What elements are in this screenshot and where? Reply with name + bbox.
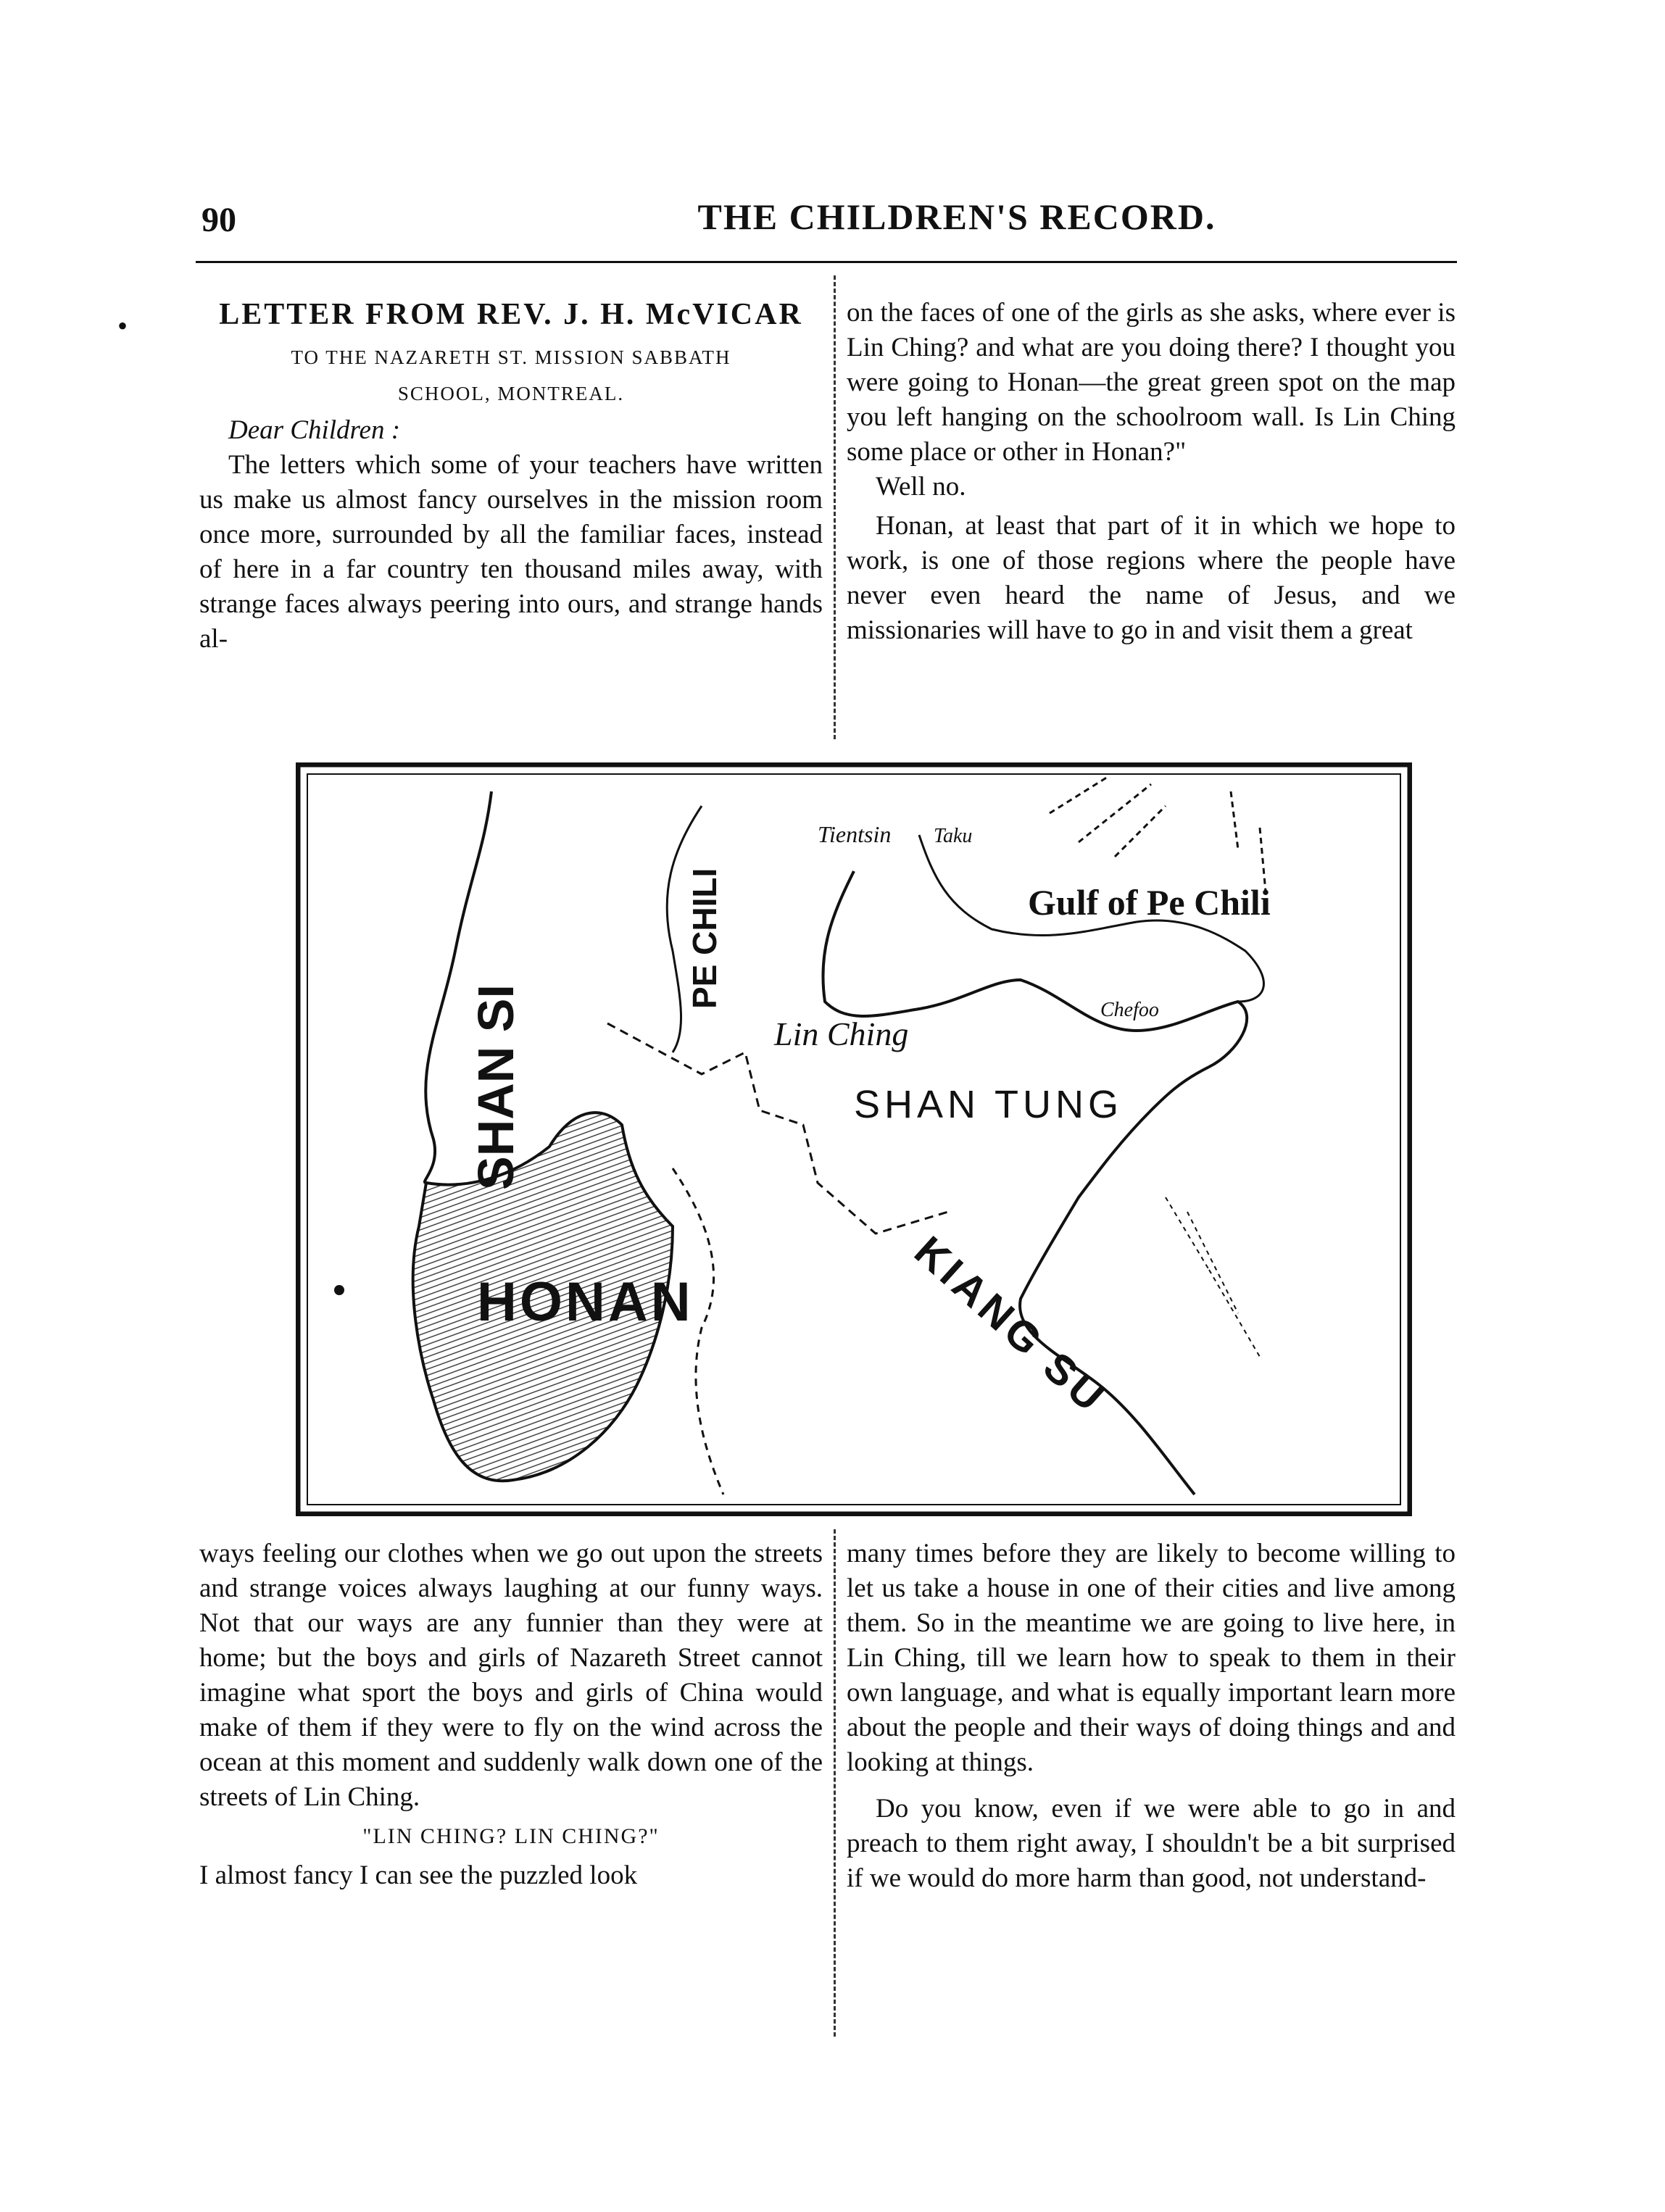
map-dot [334,1285,344,1295]
paragraph: Honan, at least that part of it in which we hope to work, is one of those regions where the people have never even heard the name of Jesus, and we missionaries will have to go in and visit them a great [847,511,1456,645]
label-honan: HONAN [477,1271,694,1333]
label-taku: Taku [934,825,973,847]
label-shan-tung: SHAN TUNG [854,1083,1124,1126]
label-pe-chili: PE CHILI [686,868,723,1009]
column-divider-top [834,275,836,739]
column-divider-bottom [834,1529,836,2037]
paragraph: Do you know, even if we were able to go in and preach to them right away, I shouldn't be a bit surprised if we would do more harm than good, not understand- [847,1794,1456,1893]
label-tientsin: Tientsin [818,821,892,847]
column-top-left [199,296,823,657]
paragraph: ways feeling our clothes when we go out upon the streets and strange voices always laughing at our funny ways. Not that our ways are any funnier than they were at home; but the boys and girls of Nazareth Street cannot imagine what sport the boys and girls of China would make of them if they were to fly on the wind across the ocean at this moment and suddenly walk down one of the streets of Lin Ching. [199,1539,823,1812]
paragraph: Well no. [876,472,966,502]
map-svg [296,762,1412,1516]
label-kiang-su: KIANG SU [905,1227,1116,1423]
article-subtitle-line2: SCHOOL, MONTREAL. [397,383,625,404]
label-shan-si: SHAN SI [468,984,524,1190]
column-bottom-left [199,1537,823,1893]
quote-heading: "LIN CHING? LIN CHING?" [362,1824,660,1848]
paragraph: The letters which some of your teachers have written us make us almost fancy ourselves in the mission room once more, surrounded by all the familiar faces, instead of here in a far country ten thousand miles away, with strange faces always peering into ours, and strange hands al- [199,450,823,654]
page-number: 90 [202,201,236,239]
paragraph: many times before they are likely to become willing to let us take a house in one of their cities and live among them. So in the meantime we are going to live here, in Lin Ching, till we learn how to speak to them in their own language, and what is equally important learn more about the people and their ways of doing things and and looking at things. [847,1539,1456,1777]
header-rule [196,261,1457,263]
running-head: THE CHILDREN'S RECORD. [697,196,1216,237]
article-title: LETTER FROM REV. J. H. McVICAR [219,298,803,331]
column-top-right [847,296,1456,648]
label-lin-ching: Lin Ching [774,1015,909,1052]
paragraph: on the faces of one of the girls as she asks, where ever is Lin Ching? and what are you doing there? I thought you were going to Honan—the great green spot on the map you left hanging on the schoolroom wall. Is Lin Ching some place or other in Honan?" [847,298,1456,467]
map-figure [296,762,1412,1516]
article-subtitle-line1: TO THE NAZARETH ST. MISSION SABBATH [291,346,731,368]
label-chefoo: Chefoo [1100,999,1159,1021]
paragraph: I almost fancy I can see the puzzled look [199,1860,638,1890]
label-gulf: Gulf of Pe Chili [1028,882,1271,923]
column-bottom-right [847,1537,1456,1896]
salutation: Dear Children : [228,415,401,445]
margin-mark: • [117,309,128,342]
